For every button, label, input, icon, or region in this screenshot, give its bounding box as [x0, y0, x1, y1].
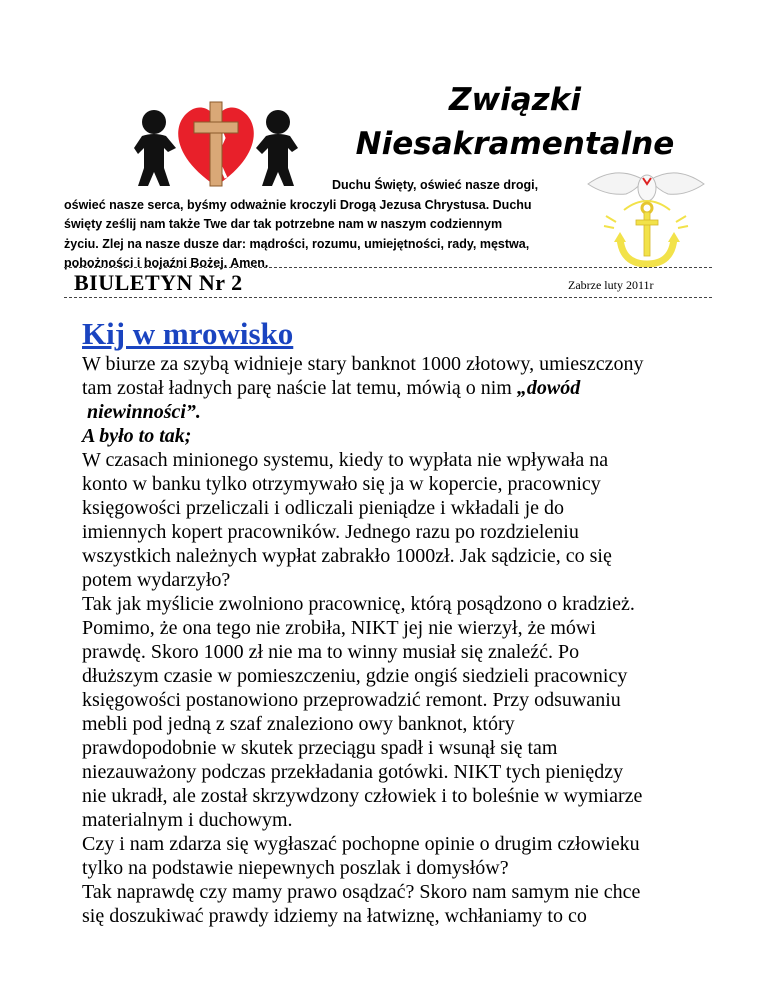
article-subheading: A było to tak; [82, 425, 192, 447]
article-line: dłuższym czasie w pomieszczeniu, gdzie ongiś siedzieli pracownicy [82, 665, 628, 687]
article-line: konto w banku tylko otrzymywało się ja w kopercie, pracownicy [82, 473, 601, 495]
article-line: się doszukiwać prawdy idziemy na łatwiznę, wchłaniamy to co [82, 905, 587, 927]
title-line-2: Niesakramentalne [355, 126, 675, 162]
article-line: Tak naprawdę czy mamy prawo osądzać? Skoro nam samym nie chce [82, 881, 641, 903]
dove-anchor-icon [586, 166, 706, 274]
article-line: prawdopodobnie w skutek przeciągu spadł i wsunął się tam [82, 737, 558, 759]
article-line: prawdę. Skoro 1000 zł nie ma to winny musiał się znaleźć. Po [82, 641, 580, 663]
article-line: mebli pod jedną z szaf znaleziono owy banknot, który [82, 713, 515, 735]
article-line: potem wydarzyło? [82, 569, 231, 591]
article-line: wszystkich należnych wypłat zabrakło 1000zł. Jak sądzicie, co się [82, 545, 612, 567]
bulletin-label: BIULETYN Nr 2 [74, 270, 243, 295]
prayer-text [64, 176, 584, 274]
article-line: Tak jak myślicie zwolniono pracownicę, którą posądzono o kradzież. [82, 593, 635, 615]
article-line-text: tam został ładnych parę naście lat temu, mówią o nim [82, 377, 517, 399]
article-line: materialnym i duchowym. [82, 809, 293, 831]
article-emphasis-line: niewinności”. [82, 401, 201, 423]
prayer-line: święty ześlij nam także Twe dar tak potrzebne nam w naszym codziennym [64, 217, 503, 231]
article-body [82, 352, 742, 928]
article-line: W biurze za szybą widnieje stary banknot 1000 złotowy, umieszczony [82, 353, 644, 375]
article-line: nie ukradł, ale został skrzywdzony człowiek i to boleśnie w wymiarze [82, 785, 643, 807]
divider-bottom [64, 297, 712, 298]
article-line: W czasach minionego systemu, kiedy to wypłata nie wpływała na [82, 449, 609, 471]
article-line [82, 376, 742, 400]
prayer-line: Duchu Święty, oświeć nasze drogi, [332, 178, 539, 192]
article-line: Czy i nam zdarza się wygłaszać pochopne opinie o drugim człowieku [82, 833, 640, 855]
article-line: księgowości postanowiono przeprowadzić remont. Przy odsuwaniu [82, 689, 621, 711]
title-line-1: Związki [449, 82, 581, 118]
newsletter-title [350, 78, 680, 166]
prayer-line: życiu. Zlej na nasze dusze dar: mądrości, rozumu, umiejętności, rady, męstwa, [64, 236, 530, 251]
article-heading: Kij w mrowisko [82, 316, 294, 351]
article-emphasis: „dowód [516, 377, 581, 399]
article-line: tylko na podstawie niepewnych poszlak i domysłów? [82, 857, 509, 879]
divider-top [64, 267, 712, 268]
prayer-line: oświeć nasze serca, byśmy odważnie kroczyli Drogą Jezusa Chrystusa. Duchu [64, 197, 532, 212]
article-line: niezauważony podczas przekładania gotówki. NIKT tych pieniędzy [82, 761, 624, 783]
bulletin-date: Zabrze luty 2011r [568, 278, 654, 292]
article-line: imiennych kopert pracowników. Jednego razu po rozdzieleniu [82, 521, 579, 543]
article-line: księgowości przeliczali i odliczali pieniądze i wkładali je do [82, 497, 565, 519]
article-line: Pomimo, że ona tego nie zrobiła, NIKT jej nie wierzył, że mówi [82, 617, 596, 639]
prayer-line: pobożności i bojaźni Bożej. Amen. [64, 256, 269, 270]
